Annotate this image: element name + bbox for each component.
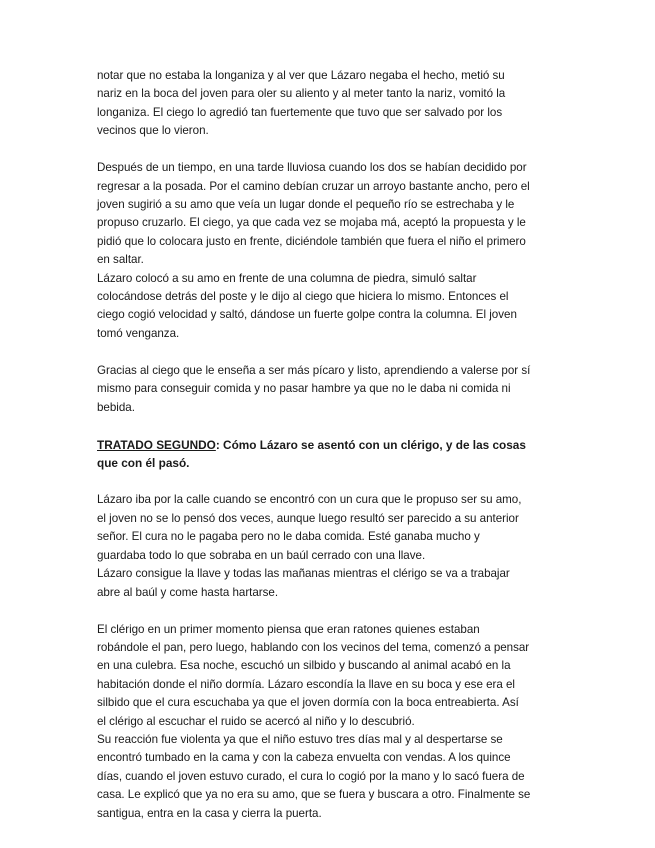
paragraph-1 — [97, 67, 567, 141]
text-line: Gracias al ciego que le enseña a ser más pícaro y listo, aprendiendo a valerse por sí — [97, 363, 531, 377]
text-line: ciego cogió velocidad y saltó, dándose un fuerte golpe contra la columna. El joven — [97, 308, 517, 322]
text-line: Su reacción fue violenta ya que el niño estuvo tres días mal y al despertarse se — [97, 732, 503, 746]
text-line: encontró tumbado en la cama y con la cabeza envuelta con vendas. A los quince — [97, 751, 511, 765]
paragraph-5 — [97, 491, 567, 565]
text-line: abre al baúl y come hasta hartarse. — [97, 585, 279, 599]
text-line: habitación donde el niño dormía. Lázaro escondía la llave en su boca y ese era el — [97, 677, 515, 691]
text-line: joven sugirió a su amo que veía un lugar donde el pequeño río se estrechaba y le — [97, 198, 515, 212]
text-line: robándole el pan, pero luego, hablando con los vecinos del tema, comenzó a pensar — [97, 640, 530, 654]
text-line: santigua, entra en la casa y cierra la puerta. — [97, 806, 322, 820]
text-line: El clérigo en un primer momento piensa que eran ratones quienes estaban — [97, 622, 480, 636]
text-line: señor. El cura no le pagaba pero no le daba comida. Esté ganaba mucho y — [97, 530, 480, 544]
text-line: días, cuando el joven estuvo curado, el cura lo cogió por la mano y lo sacó fuera de — [97, 769, 525, 783]
text-line: Lázaro consigue la llave y todas las mañanas mientras el clérigo se va a trabajar — [97, 567, 510, 581]
text-line: notar que no estaba la longaniza y al ver que Lázaro negaba el hecho, metió su — [97, 69, 505, 82]
text-line: Después de un tiempo, en una tarde lluviosa cuando los dos se habían decidido por — [97, 161, 527, 175]
paragraph-7 — [97, 621, 567, 731]
paragraph-8 — [97, 731, 567, 823]
document-page — [97, 67, 567, 842]
text-line: silbido que el cura escuchaba ya que el joven dormía con la boca entreabierta. Así — [97, 696, 519, 710]
text-line: guardaba todo lo que sobraba en un baúl cerrado con una llave. — [97, 548, 426, 562]
text-line: el clérigo al escuchar el ruido se acercó al niño y lo descubrió. — [97, 714, 415, 728]
paragraph-4 — [97, 362, 567, 417]
text-line: vecinos que lo vieron. — [97, 124, 209, 138]
text-line: Lázaro iba por la calle cuando se encontró con un cura que le propuso ser su amo, — [97, 493, 522, 507]
paragraph-3 — [97, 270, 567, 344]
paragraph-6 — [97, 565, 567, 602]
text-line: en saltar. — [97, 253, 144, 267]
text-line: nariz en la boca del joven para oler su aliento y al meter tanto la nariz, vomitó la — [97, 87, 506, 101]
text-line: Lázaro colocó a su amo en frente de una columna de piedra, simuló saltar — [97, 271, 477, 285]
text-line: tomó venganza. — [97, 326, 180, 340]
text-line: colocándose detrás del poste y le dijo al ciego que hiciera lo mismo. Entonces el — [97, 290, 509, 304]
text-line: casa. Le explicó que ya no era su amo, que se fuera y buscara a otro. Finalmente se — [97, 788, 531, 802]
text-line: longaniza. El ciego lo agredió tan fuertemente que tuvo que ser salvado por los — [97, 105, 503, 119]
text-line: en una culebra. Esa noche, escuchó un silbido y buscando al animal acabó en la — [97, 659, 511, 673]
heading-line-2: que con él pasó. — [97, 456, 190, 471]
text-line: propuso cruzarlo. El ciego, ya que cada vez se mojaba má, aceptó la propuesta y le — [97, 216, 526, 230]
text-line: mismo para conseguir comida y no pasar hambre ya que no le daba ni comida ni — [97, 382, 511, 396]
text-line: bebida. — [97, 400, 135, 414]
text-line: el joven no se lo pensó dos veces, aunque luego resultó ser parecido a su anterior — [97, 511, 519, 525]
section-heading — [97, 436, 567, 473]
paragraph-2 — [97, 159, 567, 269]
text-line: regresar a la posada. Por el camino debían cruzar un arroyo bastante ancho, pero el — [97, 179, 530, 193]
heading-subtitle: : Cómo Lázaro se asentó con un clérigo, y de las cosas — [215, 437, 526, 452]
text-line: pidió que lo colocara justo en frente, diciéndole también que fuera el niño el primero — [97, 234, 526, 248]
heading-underlined-title: TRATADO SEGUNDO — [97, 437, 216, 452]
